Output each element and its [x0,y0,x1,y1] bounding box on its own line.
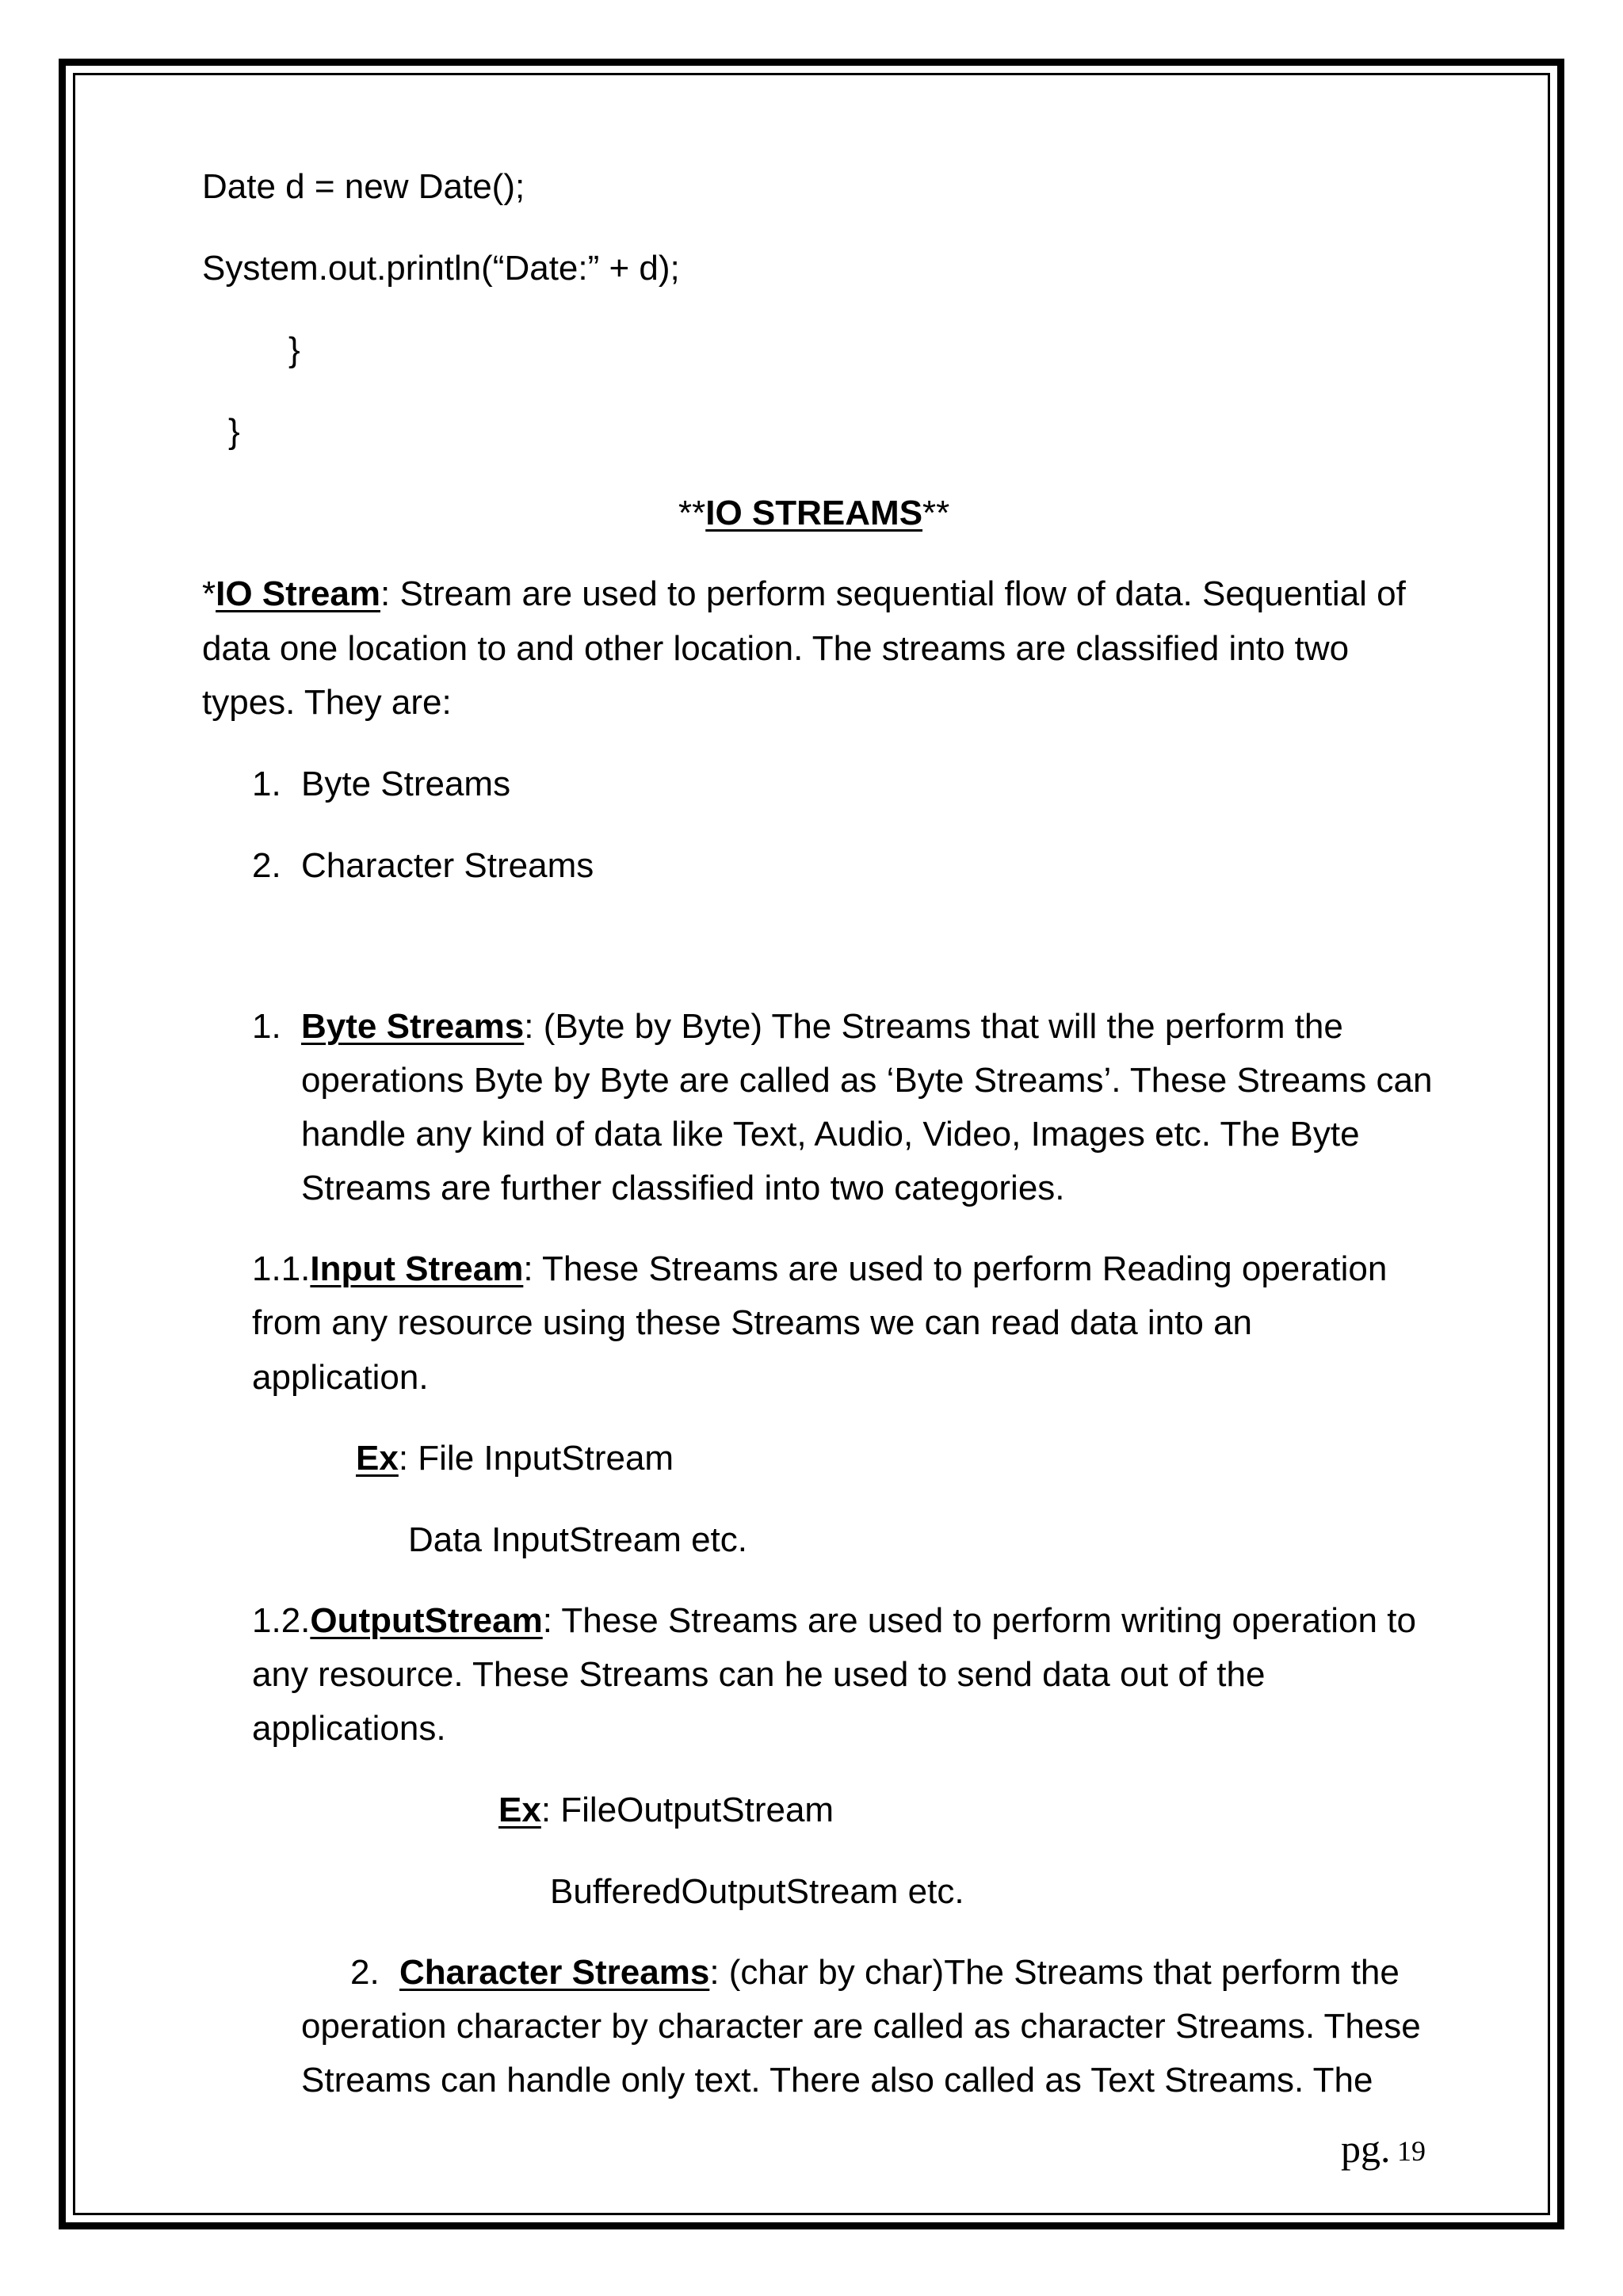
heading-suffix: ** [922,494,950,532]
input-stream-line-2: from any resource using these Streams we can read data into an [252,1303,1253,1342]
intro-text-1: : Stream are used to perform sequential flow of data. Sequential of [380,574,1406,613]
intro-term: IO Stream [216,574,380,613]
input-stream-term: Input Stream [310,1249,524,1288]
output-stream-ex-1: : FileOutputStream [540,1791,834,1829]
byte-streams-line-1 [301,1000,1343,1054]
types-list-num-2: 2. [252,846,281,885]
character-streams-num: 2. [350,1953,380,1992]
input-stream-example-1 [356,1432,674,1486]
byte-streams-num: 1. [252,1007,281,1046]
output-stream-line-3: applications. [252,1709,446,1748]
intro-line-3: types. They are: [202,683,452,722]
output-stream-num: 1.2. [252,1601,311,1640]
intro-star: * [202,574,216,613]
heading-prefix: ** [678,494,706,532]
output-stream-line-2: any resource. These Streams can he used to send data out of the [252,1655,1266,1694]
input-stream-example-2: Data InputStream etc. [408,1520,747,1559]
byte-streams-term: Byte Streams [301,1007,525,1046]
output-stream-example-1 [498,1783,834,1837]
code-closing-brace-outer: } [228,412,240,451]
intro-line-1 [202,567,1406,621]
character-streams-line-3: Streams can handle only text. There also called as Text Streams. The [301,2061,1373,2100]
output-stream-term: OutputStream [310,1601,543,1640]
byte-streams-line-4: Streams are further classified into two categories. [301,1169,1065,1207]
input-stream-num: 1.1. [252,1249,311,1288]
page-number: 19 [1397,2135,1426,2167]
intro-line-2: data one location to and other location. The streams are classified into two [202,629,1350,668]
input-stream-line-3: application. [252,1358,429,1397]
input-stream-ex-label: Ex [356,1439,399,1478]
output-stream-ex-label: Ex [498,1791,541,1829]
types-list-item-2: Character Streams [301,846,594,885]
character-streams-text-1: : (char by char)The Streams that perform the [709,1953,1400,1992]
input-stream-ex-1: : File InputStream [398,1439,674,1478]
output-stream-line-1 [252,1594,1416,1648]
input-stream-text-1: : These Streams are used to perform Reading operation [523,1249,1388,1288]
byte-streams-line-2: operations Byte by Byte are called as ‘Byte Streams’. These Streams can [301,1061,1433,1100]
code-closing-brace-inner: } [288,330,300,369]
types-list-num-1: 1. [252,765,281,803]
output-stream-example-2: BufferedOutputStream etc. [550,1872,964,1911]
input-stream-line-1 [252,1242,1387,1296]
character-streams-line-1 [399,1946,1400,2000]
code-line-1: Date d = new Date(); [202,167,525,206]
heading-title: IO STREAMS [705,494,923,532]
output-stream-text-1: : These Streams are used to perform writing operation to [542,1601,1416,1640]
page-number-label: pg. [1341,2126,1391,2171]
byte-streams-line-3: handle any kind of data like Text, Audio, Video, Images etc. The Byte [301,1115,1360,1154]
types-list-item-1: Byte Streams [301,765,511,803]
byte-streams-text-1: : (Byte by Byte) The Streams that will the perform the [524,1007,1343,1046]
character-streams-line-2: operation character by character are called as character Streams. These [301,2007,1421,2046]
code-line-2: System.out.println(“Date:” + d); [202,249,680,288]
section-heading [678,486,949,540]
character-streams-term: Character Streams [399,1953,710,1992]
